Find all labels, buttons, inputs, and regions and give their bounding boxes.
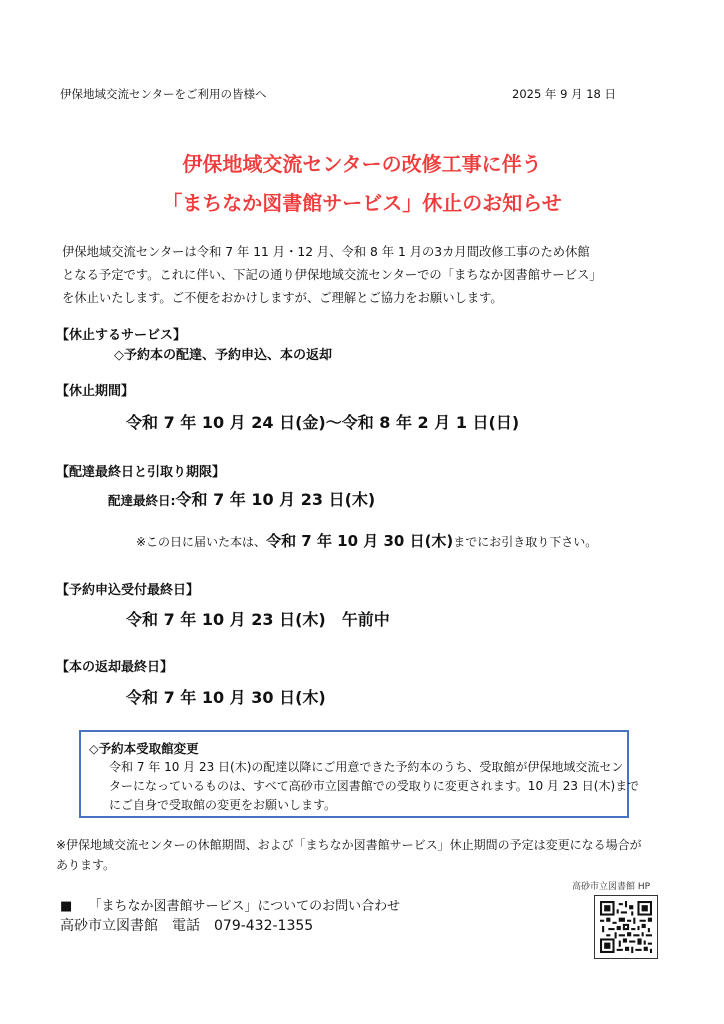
qr-code-icon bbox=[600, 901, 652, 953]
contact-heading: 「まちなか図書館サービス」についてのお問い合わせ bbox=[88, 899, 401, 914]
notice-line-2: ターになっているものは、すべて高砂市立図書館での受取りに変更されます。10 月 23 日(木)まで bbox=[109, 779, 640, 793]
notice-title: ◇予約本受取館変更 bbox=[89, 741, 199, 756]
contact-line-2: 高砂市立図書館 電話 079-432-1355 bbox=[60, 918, 314, 934]
intro-line-1: 伊保地域交流センターは令和 7 年 11 月・12 月、令和 8 年 1 月の3カ月間改修工事のため休館 bbox=[62, 245, 590, 259]
note-date: 令和 7 年 10 月 30 日(木) bbox=[266, 532, 454, 550]
return-heading: 【本の返却最終日】 bbox=[56, 660, 174, 675]
reservation-body: 令和 7 年 10 月 23 日(木) 午前中 bbox=[126, 610, 390, 629]
delivery-final-day bbox=[108, 487, 375, 510]
addressee: 伊保地域交流センターをご利用の皆様へ bbox=[60, 87, 267, 101]
return-body: 令和 7 年 10 月 30 日(木) bbox=[126, 688, 326, 707]
reservation-heading: 【予約申込受付最終日】 bbox=[56, 583, 200, 598]
notice-box bbox=[79, 730, 640, 818]
services-heading: 【休止するサービス】 bbox=[56, 328, 187, 343]
intro-line-2: となる予定です。これに伴い、下記の通り伊保地域交流センターでの「まちなか図書館サービス」 bbox=[62, 268, 602, 282]
delivery-heading: 【配達最終日と引取り期限】 bbox=[56, 465, 226, 480]
period-heading: 【休止期間】 bbox=[56, 384, 135, 399]
footnote-line-2: あります。 bbox=[56, 858, 116, 872]
qr-label: 高砂市立図書館 HP bbox=[572, 882, 651, 892]
bullet-square-icon: ■ bbox=[60, 899, 73, 914]
contact-line-1 bbox=[60, 895, 400, 914]
note-suffix: までにお引き取り下さい。 bbox=[453, 535, 598, 549]
qr-code[interactable] bbox=[594, 895, 658, 959]
issue-date: 2025 年 9 月 18 日 bbox=[512, 87, 616, 101]
notice-line-3: にご自身で受取館の変更をお願いします。 bbox=[109, 798, 337, 812]
title-line-1: 伊保地域交流センターの改修工事に伴う bbox=[182, 152, 542, 176]
delivery-date: 令和 7 年 10 月 23 日(木) bbox=[175, 490, 376, 509]
notice-line-1: 令和 7 年 10 月 23 日(木)の配達以降にご用意できた予約本のうち、受取館が伊保地域交流セン bbox=[109, 760, 624, 774]
footnote-line-1: ※伊保地域交流センターの休館期間、および「まちなか図書館サービス」休止期間の予定は変更になる場合が bbox=[56, 838, 642, 852]
delivery-label: 配達最終日: bbox=[108, 493, 176, 508]
intro-line-3: を休止いたします。ご不便をおかけしますが、ご理解とご協力をお願いします。 bbox=[62, 291, 503, 305]
title-line-2: 「まちなか図書館サービス」休止のお知らせ bbox=[162, 191, 562, 215]
services-body: ◇予約本の配達、予約申込、本の返却 bbox=[114, 348, 332, 363]
period-body: 令和 7 年 10 月 24 日(金)～令和 8 年 2 月 1 日(日) bbox=[126, 413, 520, 432]
pickup-deadline-note bbox=[136, 530, 597, 551]
note-prefix: ※この日に届いた本は、 bbox=[136, 535, 267, 549]
